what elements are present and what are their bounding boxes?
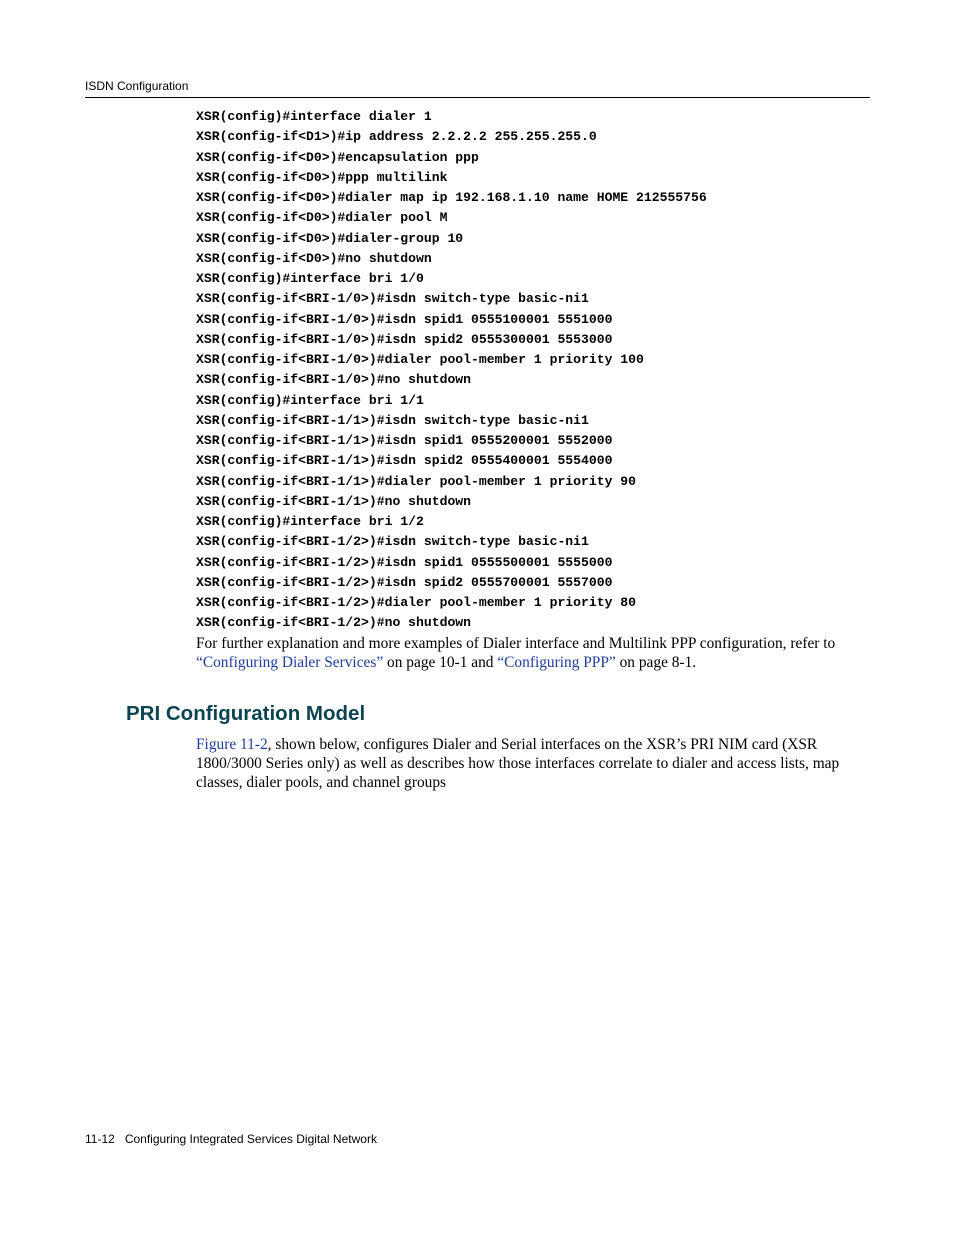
code-line: XSR(config-if<BRI-1/0>)#dialer pool-member 1 priority 100 (196, 352, 644, 367)
code-line: XSR(config-if<BRI-1/1>)#no shutdown (196, 493, 472, 509)
code-line: XSR(config-if<BRI-1/2>)#no shutdown (196, 615, 472, 631)
running-header-title: ISDN Configuration (85, 79, 189, 93)
code-line: XSR(config-if<BRI-1/0>)#no shutdown (196, 372, 472, 388)
footer-page-number: 11-12 (85, 1132, 115, 1146)
code-line: XSR(config-if<BRI-1/2>)#isdn spid1 0555500001 5555000 (196, 554, 613, 570)
configuring-dialer-services-link[interactable]: “Configuring Dialer Services” (196, 654, 384, 672)
code-line: XSR(config-if<BRI-1/1>)#isdn switch-type basic-ni1 (196, 412, 589, 428)
code-line: XSR(config-if<BRI-1/0>)#isdn switch-type basic-ni1 (196, 291, 589, 307)
code-line: XSR(config-if<BRI-1/2>)#isdn spid2 0555700001 5557000 (196, 574, 613, 590)
code-line: XSR(config-if<BRI-1/2>)#isdn switch-type basic-ni1 (196, 534, 589, 550)
paragraph-text: on page 10-1 and (383, 654, 498, 672)
code-line: XSR(config-if<D0>)#no shutdown (196, 250, 432, 266)
code-line: XSR(config-if<BRI-1/0>)#isdn spid1 0555100001 5551000 (196, 311, 613, 327)
configuring-ppp-link[interactable]: “Configuring PPP” (497, 654, 616, 672)
code-line: XSR(config-if<BRI-1/2>)#dialer pool-member 1 priority 80 (196, 595, 637, 610)
section-heading-pri-configuration-model: PRI Configuration Model (126, 702, 366, 725)
code-line: XSR(config-if<D0>)#ppp multilink (196, 169, 448, 185)
header-divider (85, 97, 870, 98)
figure-11-2-link[interactable]: Figure 11-2 (196, 736, 268, 753)
cli-code-block (196, 107, 707, 634)
paragraph-text: on page 8-1. (615, 654, 697, 672)
code-line: XSR(config-if<BRI-1/1>)#dialer pool-member 1 priority 90 (196, 473, 637, 489)
page-footer (85, 1131, 377, 1147)
paragraph-text: For further explanation and more examples of Dialer interface and Multilink PPP configuration, refer to (196, 635, 836, 652)
paragraph-text: , shown below, configures Dialer and Serial interfaces on the XSR’s PRI NIM card (XSR 1800/3000 Series only) as well as describes how those interfaces correlate to dialer and access lists, map classes, dialer pools, and channel groups (196, 736, 840, 792)
code-line: XSR(config)#interface dialer 1 (196, 109, 432, 124)
code-line: XSR(config)#interface bri 1/0 (196, 271, 424, 286)
code-line: XSR(config-if<BRI-1/0>)#isdn spid2 0555300001 5553000 (196, 331, 613, 347)
code-line: XSR(config-if<D1>)#ip address 2.2.2.2 255.255.255.0 (196, 129, 597, 145)
code-line: XSR(config-if<BRI-1/1>)#isdn spid1 0555200001 5552000 (196, 433, 613, 448)
pri-description-paragraph (196, 735, 872, 793)
code-line: XSR(config-if<D0>)#dialer pool M (196, 210, 448, 226)
footer-chapter-title: Configuring Integrated Services Digital Network (124, 1132, 377, 1146)
code-line: XSR(config-if<D0>)#dialer-group 10 (196, 230, 464, 246)
code-line: XSR(config)#interface bri 1/1 (196, 392, 424, 408)
further-explanation-paragraph (196, 634, 872, 672)
code-line: XSR(config-if<D0>)#encapsulation ppp (196, 149, 479, 165)
code-line: XSR(config-if<BRI-1/1>)#isdn spid2 0555400001 5554000 (196, 453, 613, 469)
code-line: XSR(config-if<D0>)#dialer map ip 192.168.1.10 name HOME 212555756 (196, 190, 707, 205)
code-line: XSR(config)#interface bri 1/2 (196, 514, 424, 529)
